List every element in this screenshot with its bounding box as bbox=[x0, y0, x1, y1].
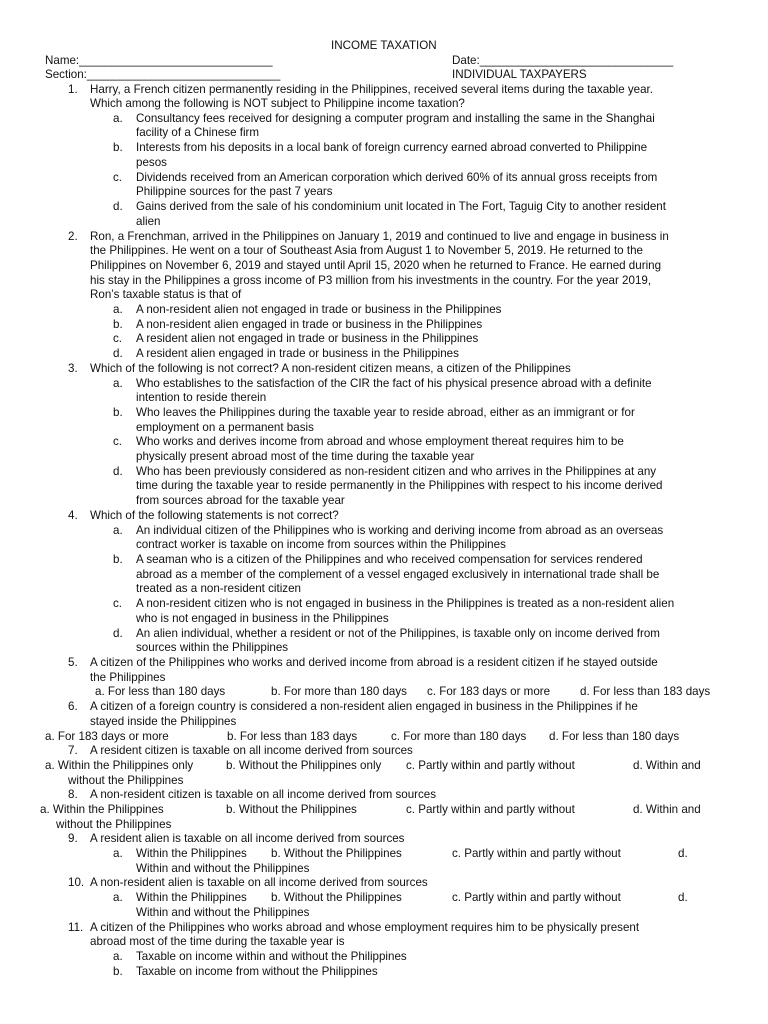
section-blank: ______________________________ bbox=[86, 68, 281, 81]
q4-d-letter: d. bbox=[113, 627, 123, 640]
q1-text: Harry, a French citizen permanently residing in the Philippines, received several items during the taxable year. bbox=[90, 83, 654, 96]
q9-option-c: c. Partly within and partly without bbox=[452, 847, 621, 860]
q5-number: 5. bbox=[68, 656, 78, 669]
q5-text: the Philippines bbox=[90, 671, 166, 684]
q9-number: 9. bbox=[68, 832, 78, 845]
q2-d-text: A resident alien engaged in trade or business in the Philippines bbox=[136, 347, 459, 360]
q10-text: A non-resident alien is taxable on all income derived from sources bbox=[90, 876, 428, 889]
q10-option-c: c. Partly within and partly without bbox=[452, 891, 621, 904]
date-field bbox=[452, 54, 673, 68]
q2-number: 2. bbox=[68, 230, 78, 243]
q9-option-d-cont: Within and without the Philippines bbox=[136, 862, 310, 875]
q7-option-d-cont: without the Philippines bbox=[68, 774, 184, 787]
name-blank: ______________________________ bbox=[79, 54, 273, 67]
q9-text: A resident alien is taxable on all income derived from sources bbox=[90, 832, 405, 845]
q2-a-letter: a. bbox=[113, 303, 123, 316]
q1-c-text: Philippine sources for the past 7 years bbox=[136, 185, 333, 198]
q1-b-text: Interests from his deposits in a local bank of foreign currency earned abroad converted to Philippine bbox=[136, 141, 648, 154]
q7-text: A resident citizen is taxable on all income derived from sources bbox=[90, 744, 413, 757]
q11-text: abroad most of the time during the taxable year is bbox=[90, 935, 345, 948]
q3-d-text: from sources abroad for the taxable year bbox=[136, 494, 345, 507]
q8-option-b: b. Without the Philippines bbox=[226, 803, 357, 816]
q3-b-letter: b. bbox=[113, 406, 123, 419]
name-label: Name: bbox=[45, 54, 80, 67]
name-field bbox=[45, 54, 273, 68]
q1-d-text: alien bbox=[136, 215, 161, 228]
q10-option-a: Within the Philippines bbox=[136, 891, 247, 904]
q8-number: 8. bbox=[68, 788, 78, 801]
q1-b-text: pesos bbox=[136, 156, 167, 169]
q2-text: Ron, a Frenchman, arrived in the Philippines on January 1, 2019 and continued to live and engage in business in bbox=[90, 230, 669, 243]
q4-a-text: contract worker is taxable on income from sources within the Philippines bbox=[136, 538, 506, 551]
q4-text: Which of the following statements is not correct? bbox=[90, 509, 339, 522]
q2-text: Philippines on November 6, 2019 and stayed until April 15, 2020 when he returned to France. He earned during bbox=[90, 259, 662, 272]
q6-option-d: d. For less than 180 days bbox=[549, 730, 680, 743]
q2-a-text: A non-resident alien not engaged in trade or business in the Philippines bbox=[136, 303, 502, 316]
q11-number: 11. bbox=[68, 921, 84, 934]
q11-b-text: Taxable on income from without the Philippines bbox=[136, 965, 378, 978]
q8-option-c: c. Partly within and partly without bbox=[406, 803, 575, 816]
q1-c-letter: c. bbox=[113, 171, 123, 184]
q6-option-c: c. For more than 180 days bbox=[391, 730, 527, 743]
q5-option-b: b. For more than 180 days bbox=[271, 685, 407, 698]
q8-option-d-cont: without the Philippines bbox=[56, 818, 172, 831]
q2-c-letter: c. bbox=[113, 332, 123, 345]
q5-option-d: d. For less than 183 days bbox=[580, 685, 711, 698]
date-blank: ______________________________ bbox=[479, 54, 674, 67]
q1-d-text: Gains derived from the sale of his condominium unit located in The Fort, Taguig City to another resident bbox=[136, 200, 666, 213]
q2-text: Ron’s taxable status is that of bbox=[90, 288, 242, 301]
q7-option-c: c. Partly within and partly without bbox=[406, 759, 575, 772]
q6-text: A citizen of a foreign country is considered a non-resident alien engaged in business in the Philippines if he bbox=[90, 700, 638, 713]
q10-number: 10. bbox=[68, 876, 85, 889]
q2-b-text: A non-resident alien engaged in trade or business in the Philippines bbox=[136, 318, 483, 331]
date-label: Date: bbox=[452, 54, 480, 67]
q3-text: Which of the following is not correct? A non-resident citizen means, a citizen of the Philippines bbox=[90, 362, 571, 375]
q3-d-text: time during the taxable year to reside permanently in the Philippines with respect to his income derived bbox=[136, 479, 663, 492]
q5-option-c: c. For 183 days or more bbox=[427, 685, 551, 698]
q4-c-text: who is not engaged in business in the Philippines bbox=[136, 612, 389, 625]
q2-b-letter: b. bbox=[113, 318, 123, 331]
q1-c-text: Dividends received from an American corporation which derived 60% of its annual gross receipts from bbox=[136, 171, 658, 184]
q4-b-text: treated as a non-resident citizen bbox=[136, 582, 301, 595]
q7-option-a: a. Within the Philippines only bbox=[45, 759, 194, 772]
section-label: Section: bbox=[45, 68, 87, 81]
q7-option-d: d. Within and bbox=[633, 759, 701, 772]
q4-a-letter: a. bbox=[113, 524, 123, 537]
q4-d-text: An alien individual, whether a resident or not of the Philippines, is taxable only on income derived from bbox=[136, 627, 660, 640]
q1-text: Which among the following is NOT subject to Philippine income taxation? bbox=[90, 97, 465, 110]
q1-d-letter: d. bbox=[113, 200, 123, 213]
q1-b-letter: b. bbox=[113, 141, 123, 154]
q11-a-letter: a. bbox=[113, 950, 123, 963]
q11-text: A citizen of the Philippines who works abroad and whose employment requires him to be physically present bbox=[90, 921, 640, 934]
q4-b-text: A seaman who is a citizen of the Philippines and who received compensation for services rendered bbox=[136, 553, 643, 566]
q5-text: A citizen of the Philippines who works and derived income from abroad is a resident citizen if he stayed outside bbox=[90, 656, 658, 669]
q4-number: 4. bbox=[68, 509, 78, 522]
q9-option-a: Within the Philippines bbox=[136, 847, 247, 860]
q11-b-letter: b. bbox=[113, 965, 123, 978]
q8-text: A non-resident citizen is taxable on all income derived from sources bbox=[90, 788, 437, 801]
q10-option-b: b. Without the Philippines bbox=[271, 891, 402, 904]
q3-d-text: Who has been previously considered as non-resident citizen and who arrives in the Philippines at any bbox=[136, 465, 657, 478]
q1-a-text: Consultancy fees received for designing a computer program and installing the same in the Shanghai bbox=[136, 112, 655, 125]
q2-text: the Philippines. He went on a tour of Southeast Asia from August 1 to November 5, 2019. He returned to the bbox=[90, 244, 643, 257]
q4-a-text: An individual citizen of the Philippines who is working and deriving income from abroad as an overseas bbox=[136, 524, 664, 537]
q3-a-letter: a. bbox=[113, 377, 123, 390]
q10-a-letter: a. bbox=[113, 891, 123, 904]
q9-a-letter: a. bbox=[113, 847, 123, 860]
q3-c-text: physically present abroad most of the time during the taxable year bbox=[136, 450, 475, 463]
q8-option-d: d. Within and bbox=[633, 803, 701, 816]
q3-a-text: intention to reside therein bbox=[136, 391, 267, 404]
q4-b-letter: b. bbox=[113, 553, 123, 566]
q5-option-a: a. For less than 180 days bbox=[95, 685, 226, 698]
q2-c-text: A resident alien not engaged in trade or business in the Philippines bbox=[136, 332, 479, 345]
q3-number: 3. bbox=[68, 362, 78, 375]
q7-option-b: b. Without the Philippines only bbox=[226, 759, 382, 772]
q1-number: 1. bbox=[68, 83, 78, 96]
q6-option-b: b. For less than 183 days bbox=[227, 730, 358, 743]
q4-b-text: abroad as a member of the complement of a vessel engaged exclusively in international trade shall be bbox=[136, 568, 660, 581]
q3-a-text: Who establishes to the satisfaction of the CIR the fact of his physical presence abroad with a definite bbox=[136, 377, 652, 390]
q6-number: 6. bbox=[68, 700, 78, 713]
q9-option-b: b. Without the Philippines bbox=[271, 847, 402, 860]
q8-option-a: a. Within the Philippines bbox=[40, 803, 164, 816]
page-title: INCOME TAXATION bbox=[331, 39, 437, 52]
subtitle: INDIVIDUAL TAXPAYERS bbox=[452, 68, 587, 81]
section-field bbox=[45, 68, 280, 82]
q2-d-letter: d. bbox=[113, 347, 123, 360]
q4-c-text: A non-resident citizen who is not engaged in business in the Philippines is treated as a non-resident alien bbox=[136, 597, 675, 610]
q3-c-letter: c. bbox=[113, 435, 123, 448]
q6-text: stayed inside the Philippines bbox=[90, 715, 237, 728]
q6-option-a: a. For 183 days or more bbox=[45, 730, 169, 743]
q3-b-text: employment on a permanent basis bbox=[136, 421, 314, 434]
q10-option-d: d. bbox=[678, 891, 688, 904]
q9-option-d: d. bbox=[678, 847, 688, 860]
q7-number: 7. bbox=[68, 744, 78, 757]
q3-c-text: Who works and derives income from abroad and whose employment thereat requires him to be bbox=[136, 435, 624, 448]
q1-a-text: facility of a Chinese firm bbox=[136, 126, 260, 139]
q4-c-letter: c. bbox=[113, 597, 123, 610]
q10-option-d-cont: Within and without the Philippines bbox=[136, 906, 310, 919]
q4-d-text: sources within the Philippines bbox=[136, 641, 289, 654]
q3-d-letter: d. bbox=[113, 465, 123, 478]
q11-a-text: Taxable on income within and without the Philippines bbox=[136, 950, 407, 963]
q3-b-text: Who leaves the Philippines during the taxable year to reside abroad, either as an immigrant or for bbox=[136, 406, 635, 419]
q1-a-letter: a. bbox=[113, 112, 123, 125]
q2-text: his stay in the Philippines a gross income of P3 million from his investments in the country. For the year 2019, bbox=[90, 274, 652, 287]
